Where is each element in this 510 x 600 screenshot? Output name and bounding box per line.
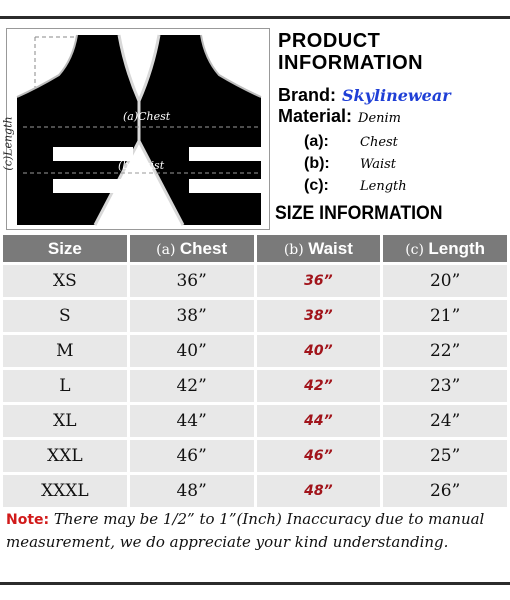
waist-cell: 40” <box>257 335 381 367</box>
chest-cell: 48” <box>130 475 254 507</box>
vest-diagram <box>1 28 270 230</box>
chest-cell: 40” <box>130 335 254 367</box>
table-row <box>3 405 507 437</box>
size-cell: S <box>3 300 127 332</box>
chest-cell: 46” <box>130 440 254 472</box>
table-row <box>3 335 507 367</box>
key-value: Chest <box>360 135 398 150</box>
brand-row <box>278 85 451 106</box>
chest-label: (a)Chest <box>123 110 171 123</box>
chest-cell: 42” <box>130 370 254 402</box>
vest-image <box>7 29 269 229</box>
top-border <box>0 16 510 19</box>
size-cell: M <box>3 335 127 367</box>
waist-cell: 44” <box>257 405 381 437</box>
header-length: (c) Length <box>383 235 507 262</box>
key-row-length <box>304 175 407 195</box>
table-row <box>3 440 507 472</box>
table-row <box>3 265 507 297</box>
title-line-2: INFORMATION <box>278 52 424 74</box>
waist-cell: 48” <box>257 475 381 507</box>
key-value: Length <box>360 179 407 194</box>
length-cell: 21” <box>383 300 507 332</box>
title-line-1: PRODUCT <box>278 30 381 52</box>
length-cell: 22” <box>383 335 507 367</box>
key-label: (b): <box>304 155 330 172</box>
waist-cell: 36” <box>257 265 381 297</box>
size-info-title: SIZE INFORMATION <box>275 203 443 224</box>
size-cell: XL <box>3 405 127 437</box>
material-label: Material: <box>278 106 353 126</box>
note-text: There may be 1/2” to 1”(Inch) Inaccuracy due to manual measurement, we do appreciate your kind understanding. <box>6 510 485 551</box>
waist-cell: 46” <box>257 440 381 472</box>
key-value: Waist <box>360 157 397 172</box>
chest-cell: 38” <box>130 300 254 332</box>
key-label: (a): <box>304 133 329 150</box>
table-row <box>3 370 507 402</box>
size-cell: XS <box>3 265 127 297</box>
table-header-row <box>3 235 507 262</box>
waist-cell: 38” <box>257 300 381 332</box>
brand-label: Brand: <box>278 85 336 105</box>
length-cell: 26” <box>383 475 507 507</box>
key-row-chest <box>304 131 398 151</box>
table-row <box>3 475 507 507</box>
bottom-border <box>0 582 510 585</box>
length-cell: 24” <box>383 405 507 437</box>
chest-cell: 36” <box>130 265 254 297</box>
waist-label: (b)Waist <box>118 159 165 172</box>
length-label: (c)Length <box>1 116 15 171</box>
note-label: Note: <box>6 512 50 528</box>
material-value: Denim <box>358 111 402 126</box>
key-label: (c): <box>304 177 329 194</box>
length-cell: 23” <box>383 370 507 402</box>
header-size: Size <box>3 235 127 262</box>
size-cell: XXL <box>3 440 127 472</box>
key-row-waist <box>304 153 396 173</box>
header-chest: (a) Chest <box>130 235 254 262</box>
product-info-title <box>278 30 510 74</box>
header-waist: (b) Waist <box>257 235 381 262</box>
size-table <box>0 232 510 510</box>
length-cell: 20” <box>383 265 507 297</box>
length-cell: 25” <box>383 440 507 472</box>
brand-value: Skylinewear <box>342 86 451 105</box>
chest-cell: 44” <box>130 405 254 437</box>
table-row <box>3 300 507 332</box>
note <box>6 508 510 553</box>
size-cell: L <box>3 370 127 402</box>
waist-cell: 42” <box>257 370 381 402</box>
material-row <box>278 106 401 127</box>
size-cell: XXXL <box>3 475 127 507</box>
